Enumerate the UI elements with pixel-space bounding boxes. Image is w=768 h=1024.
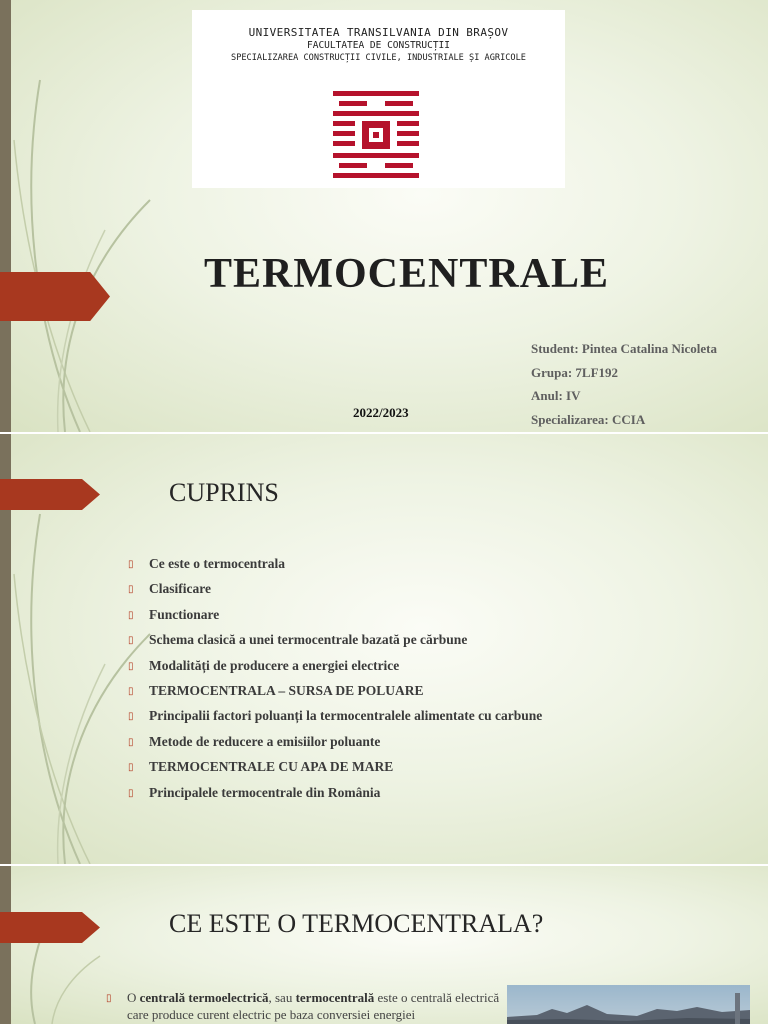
- title-slide: [0, 0, 768, 432]
- bullet-icon: ▯: [128, 584, 134, 596]
- definition-slide: [0, 866, 768, 1024]
- university-emblem-icon: [333, 91, 419, 179]
- bullet-icon: ▯: [128, 736, 134, 748]
- decorative-grass-lines: [0, 866, 120, 1024]
- list-item: ▯ Ce este o termocentrala: [128, 555, 542, 580]
- list-item: ▯ Clasificare: [128, 580, 542, 605]
- accent-arrow-tab: [0, 272, 110, 321]
- student-group: Grupa: 7LF192: [531, 364, 619, 380]
- list-item: ▯ Principalii factori poluanți la termocentralele alimentate cu carbune: [128, 707, 542, 732]
- list-item: ▯ Metode de reducere a emisiilor poluante: [128, 733, 542, 758]
- bullet-icon: ▯: [128, 660, 134, 672]
- presentation-title: TERMOCENTRALE: [204, 251, 610, 297]
- bullet-icon: ▯: [128, 762, 134, 774]
- bullet-icon: ▯: [128, 609, 134, 621]
- contents-slide: [0, 434, 768, 864]
- specialization-name: SPECIALIZAREA CONSTRUCȚII CIVILE, INDUSTRIALE ȘI AGRICOLE: [231, 53, 526, 63]
- university-name: UNIVERSITATEA TRANSILVANIA DIN BRAȘOV: [248, 26, 509, 39]
- list-item: ▯ Modalități de producere a energiei electrice: [128, 657, 542, 682]
- list-item: ▯ TERMOCENTRALE CU APA DE MARE: [128, 758, 542, 783]
- student-year: Anul: IV: [531, 388, 581, 403]
- list-item: ▯ TERMOCENTRALA – SURSA DE POLUARE: [128, 682, 542, 707]
- student-name: Student: Pintea Catalina Nicoleta: [531, 341, 717, 356]
- bullet-icon: ▯: [128, 711, 134, 723]
- student-info: [531, 337, 717, 431]
- faculty-name: FACULTATEA DE CONSTRUCȚII: [307, 40, 450, 51]
- bullet-icon: ▯: [128, 635, 134, 647]
- accent-arrow-tab: [0, 912, 100, 943]
- contents-title: CUPRINS: [169, 478, 279, 507]
- university-logo: [192, 10, 565, 188]
- accent-arrow-tab: [0, 479, 100, 510]
- bullet-icon: ▯: [128, 787, 134, 799]
- bullet-icon: ▯: [128, 559, 134, 570]
- decorative-grass-lines: [0, 0, 160, 432]
- list-item: ▯ Schema clasică a unei termocentrale bazată pe cărbune: [128, 631, 542, 656]
- list-item: ▯ Principalele termocentrale din România: [128, 784, 542, 809]
- list-item: ▯ Functionare: [128, 606, 542, 631]
- definition-paragraph: ▯ O centrală termoelectrică, sau termocentrală este o centrală electrică care produce curent electric pe baza conversiei energiei: [106, 990, 500, 1022]
- power-plant-photo: [507, 985, 750, 1024]
- academic-year: 2022/2023: [353, 405, 409, 420]
- bullet-icon: ▯: [106, 993, 112, 1004]
- bullet-icon: ▯: [128, 685, 134, 697]
- contents-list: [128, 555, 542, 809]
- student-specialization: Specializarea: CCIA: [531, 411, 646, 427]
- definition-title: CE ESTE O TERMOCENTRALA?: [169, 909, 544, 938]
